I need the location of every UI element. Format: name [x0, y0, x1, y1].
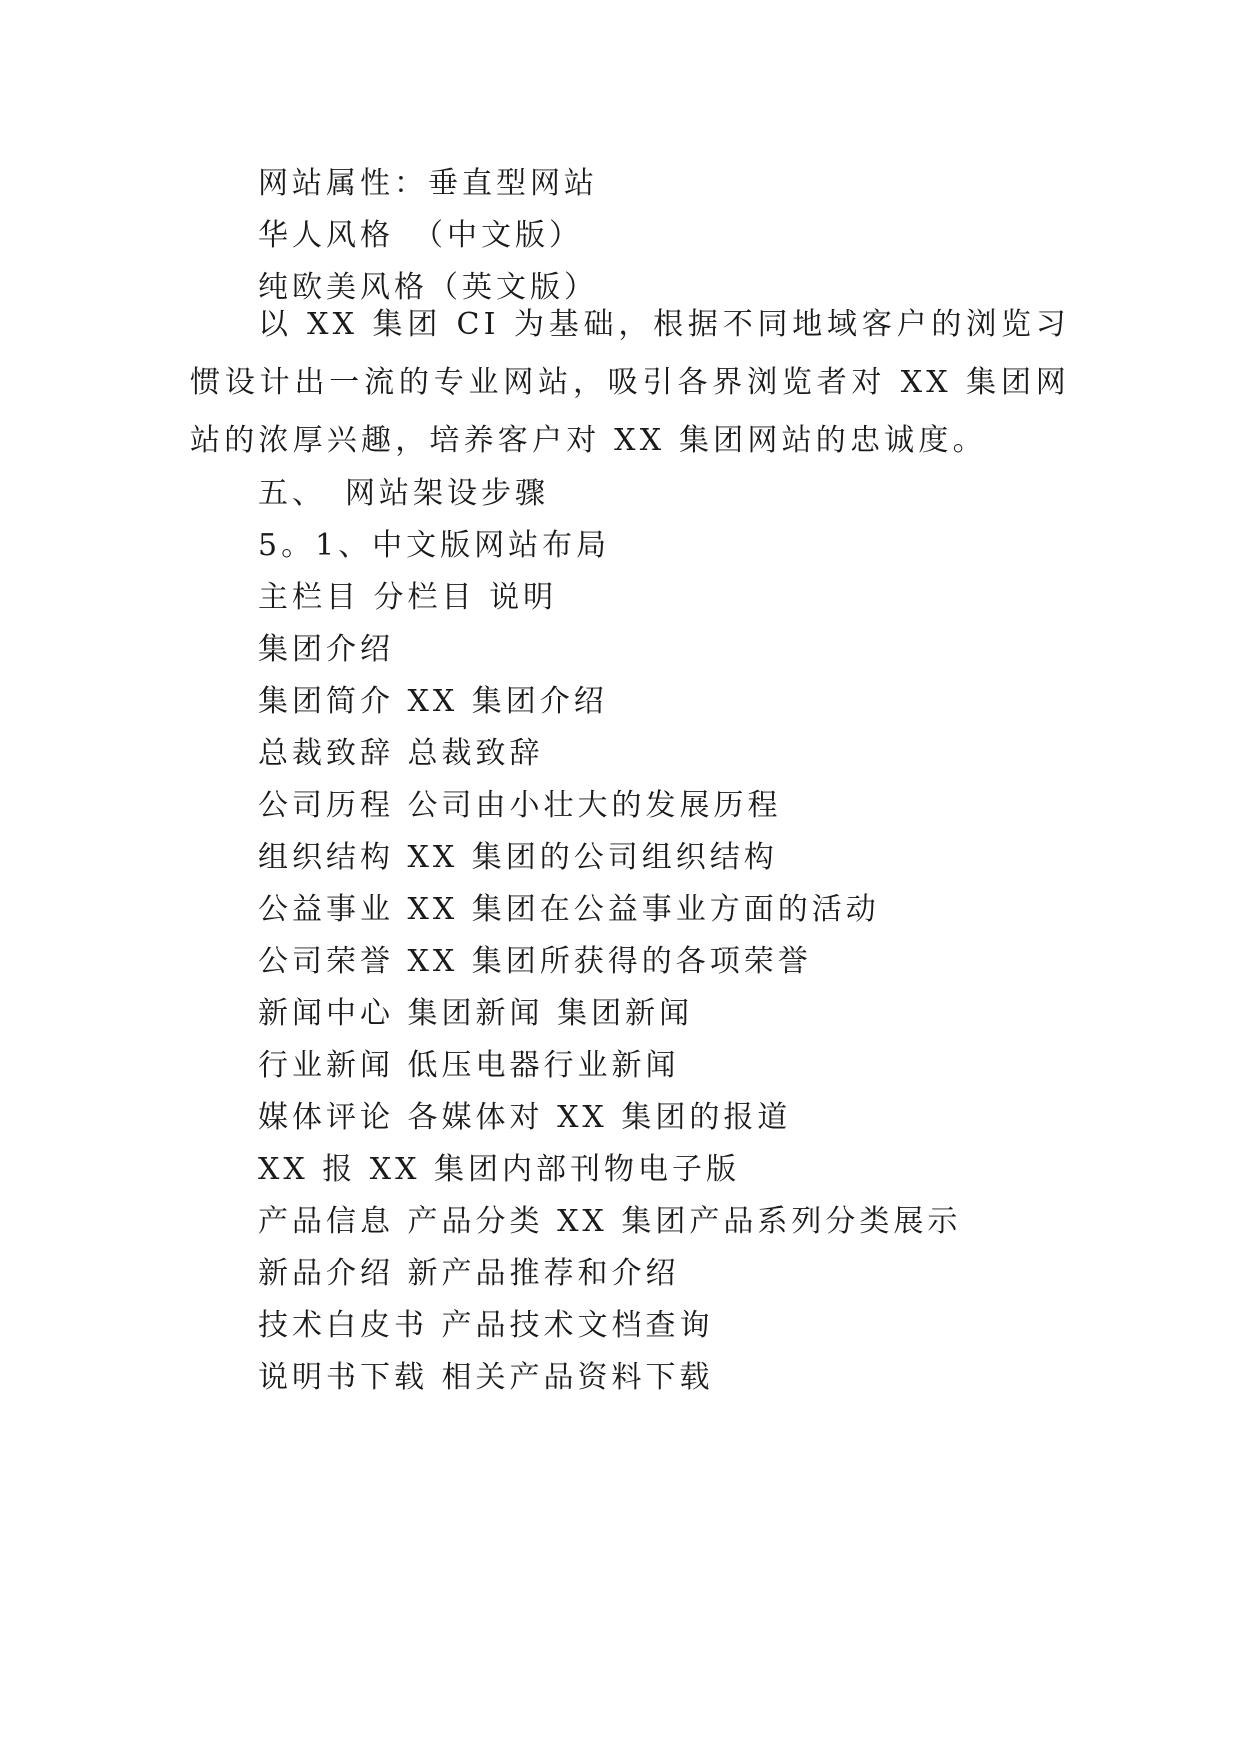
layout-line: 新闻中心 集团新闻 集团新闻	[258, 996, 694, 1031]
layout-line: 说明书下载 相关产品资料下载	[258, 1360, 714, 1395]
site-attribute-line: 网站属性：垂直型网站	[258, 166, 598, 201]
western-style-line: 纯欧美风格（英文版）	[258, 270, 598, 305]
section-heading: 五、 网站架设步骤	[258, 476, 549, 511]
layout-line: 产品信息 产品分类 XX 集团产品系列分类展示	[258, 1204, 962, 1239]
layout-line: 媒体评论 各媒体对 XX 集团的报道	[258, 1100, 792, 1135]
chinese-style-line: 华人风格 （中文版）	[258, 218, 583, 253]
layout-line: 公司历程 公司由小壮大的发展历程	[258, 788, 782, 823]
layout-line: 集团简介 XX 集团介绍	[258, 684, 608, 719]
layout-line: XX 报 XX 集团内部刊物电子版	[258, 1152, 741, 1187]
intro-paragraph: 以 XX 集团 CI 为基础，根据不同地域客户的浏览习惯设计出一流的专业网站，吸引各界浏览者对 XX 集团网站的浓厚兴趣，培养客户对 XX 集团网站的忠诚度。	[190, 307, 1070, 458]
layout-line: 行业新闻 低压电器行业新闻	[258, 1048, 680, 1083]
layout-line: 公司荣誉 XX 集团所获得的各项荣誉	[258, 944, 812, 979]
layout-line: 组织结构 XX 集团的公司组织结构	[258, 840, 778, 875]
layout-line: 新品介绍 新产品推荐和介绍	[258, 1256, 680, 1291]
layout-line: 总裁致辞 总裁致辞	[258, 736, 544, 771]
layout-line: 公益事业 XX 集团在公益事业方面的活动	[258, 892, 880, 927]
subsection-heading: 5。1、中文版网站布局	[258, 528, 611, 563]
layout-line: 技术白皮书 产品技术文档查询	[258, 1308, 714, 1343]
layout-table-header: 主栏目 分栏目 说明	[258, 580, 558, 615]
layout-line: 集团介绍	[258, 632, 394, 667]
